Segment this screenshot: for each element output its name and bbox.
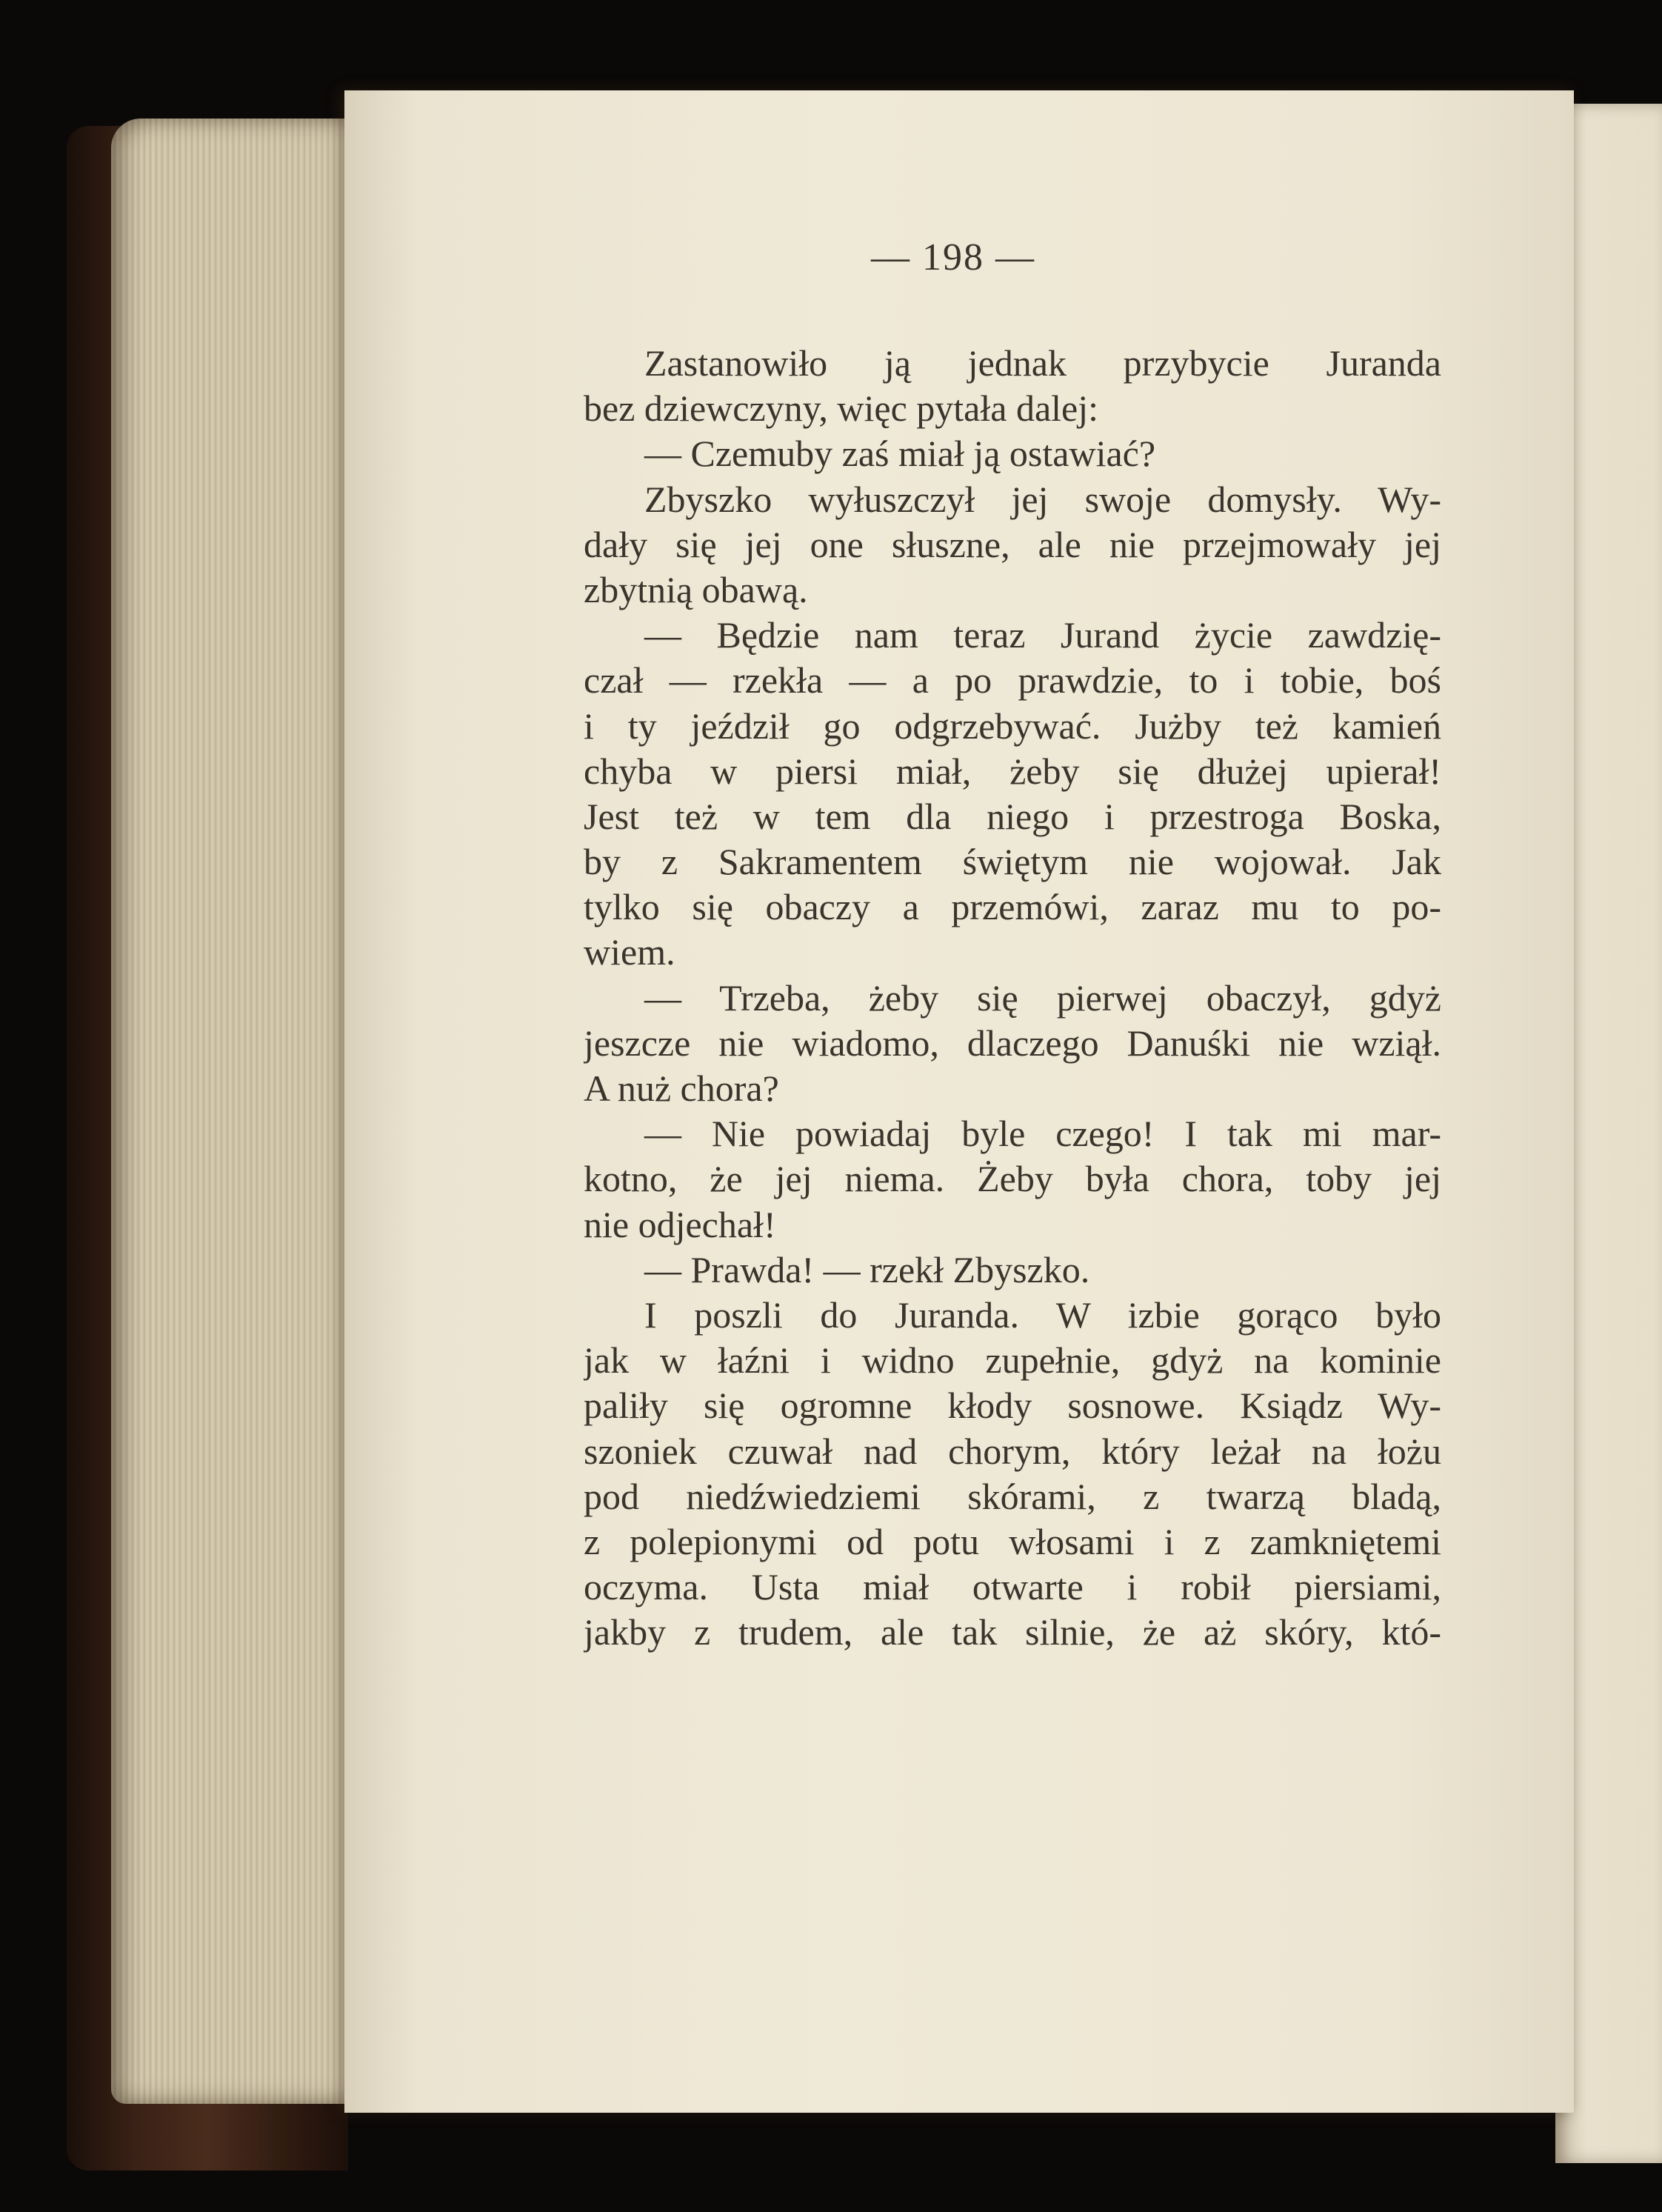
text-line-8: czał — rzekła — a po prawdzie, to i tobie, boś <box>584 659 1441 702</box>
text-line-9: i ty jeździł go odgrzebywać. Jużby też kamień <box>584 704 1441 747</box>
text-line-24: paliły się ogromne kłody sosnowe. Ksiądz Wy- <box>584 1385 1441 1427</box>
text-line-28: oczyma. Usta miał otwarte i robił piersiami, <box>584 1566 1441 1608</box>
text-line-5: dały się jej one słuszne, ale nie przejmowały jej <box>584 523 1441 565</box>
text-line-20: nie odjechał! <box>584 1203 776 1245</box>
text-line-12: by z Sakramentem świętym nie wojował. Jak <box>584 841 1441 883</box>
text-line-14: wiem. <box>584 931 675 973</box>
text-line-16: jeszcze nie wiadomo, dlaczego Danuśki nie wziął. <box>584 1022 1441 1064</box>
text-line-21: — Prawda! — rzekł Zbyszko. <box>644 1248 1090 1290</box>
page-edges-stack <box>111 119 378 2104</box>
text-line-4: Zbyszko wyłuszczył jej swoje domysły. Wy- <box>644 478 1441 520</box>
text-line-18: — Nie powiadaj byle czego! I tak mi mar- <box>644 1113 1441 1155</box>
text-line-3: — Czemuby zaś miał ją ostawiać? <box>644 433 1156 475</box>
text-line-15: — Trzeba, żeby się pierwej obaczył, gdyż <box>644 976 1441 1019</box>
text-line-10: chyba w piersi miał, żeby się dłużej upierał! <box>584 750 1441 792</box>
text-line-7: — Będzie nam teraz Jurand życie zawdzię- <box>644 614 1441 656</box>
text-line-19: kotno, że jej niema. Żeby była chora, toby jej <box>584 1158 1441 1200</box>
text-line-1: Zastanowiło ją jednak przybycie Juranda <box>644 342 1441 384</box>
text-line-29: jakby z trudem, ale tak silnie, że aż skóry, któ- <box>584 1611 1441 1653</box>
text-line-27: z polepionymi od potu włosami i z zamkniętemi <box>584 1520 1441 1562</box>
text-line-26: pod niedźwiedziemi skórami, z twarzą bladą, <box>584 1475 1441 1517</box>
text-line-22: I poszli do Juranda. W izbie gorąco było <box>644 1293 1441 1336</box>
page-number: — 198 — <box>871 236 1035 279</box>
text-line-11: Jest też w tem dla niego i przestroga Boska, <box>584 795 1441 837</box>
text-line-25: szoniek czuwał nad chorym, który leżał na łożu <box>584 1430 1441 1472</box>
text-line-13: tylko się obaczy a przemówi, zaraz mu to po- <box>584 886 1441 928</box>
page-body-text <box>584 341 1441 1655</box>
text-line-23: jak w łaźni i widno zupełnie, gdyż na kominie <box>584 1339 1441 1382</box>
text-line-2: bez dziewczyny, więc pytała dalej: <box>584 387 1099 430</box>
text-line-6: zbytnią obawą. <box>584 568 808 610</box>
text-line-17: A nuż chora? <box>584 1067 779 1109</box>
